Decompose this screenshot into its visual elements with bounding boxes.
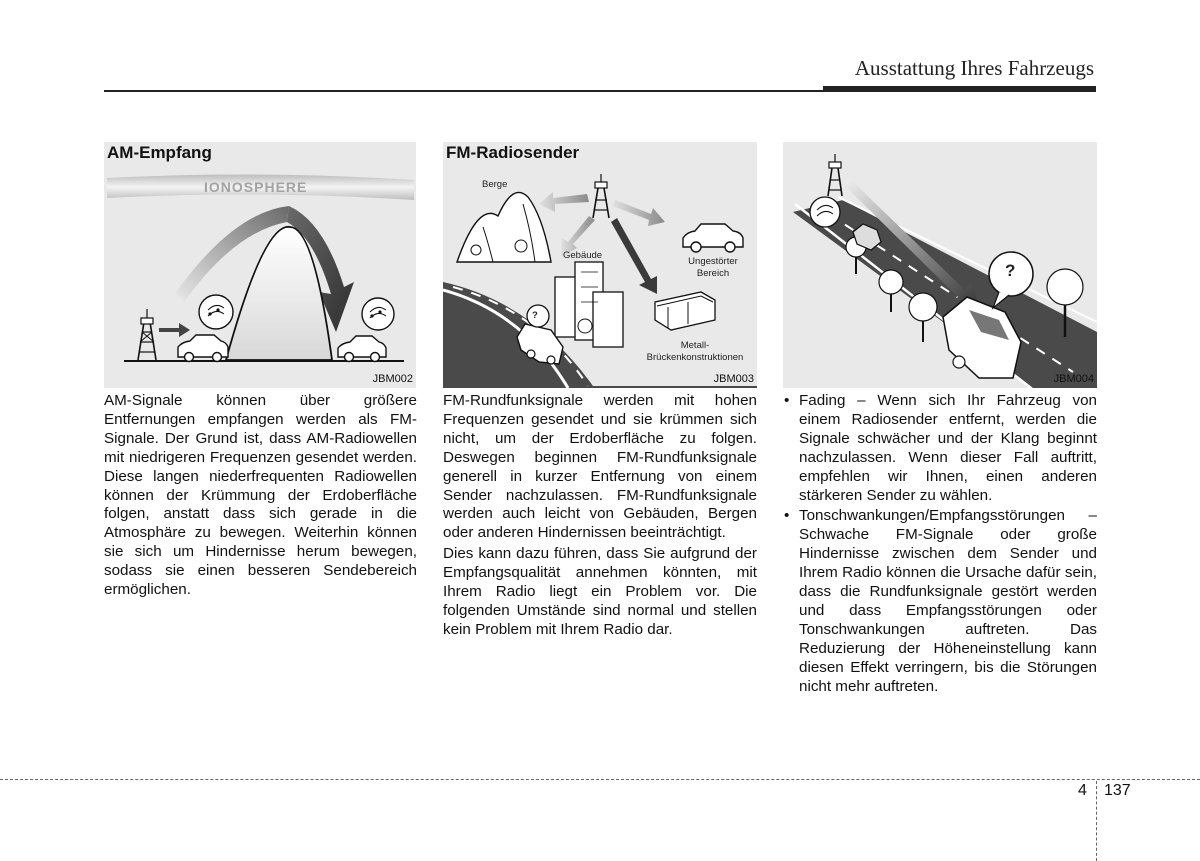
figure-fading — [783, 142, 1097, 388]
car-left-icon — [178, 335, 228, 362]
header-title: Ausstattung Ihres Fahrzeugs — [854, 56, 1094, 80]
figure-am-heading: AM-Empfang — [107, 143, 212, 162]
footer-dashed-divider — [1096, 781, 1097, 861]
header-rule-accent — [823, 86, 1096, 91]
figure-fm-code: JBM003 — [713, 373, 754, 385]
tower-icon — [593, 174, 609, 218]
bullet-icon: • — [784, 507, 790, 525]
mountains-icon — [457, 192, 551, 262]
paragraph: AM-Signale können über größere Entfernungen empfangen werden als FM-Signale. Der Grund ist, dass AM-Radiowellen mit niedrigeren Frequenzen gesendet werden. Diese langen niederfrequenten Radiowellen können der Krümmung der Erdoberfläche folgen, anstatt dass sich gerade in die Atmosphäre zu bewegen. Weiterhin können sie sich um Hindernisse herum bewegen, sodass sie einen besseren Sendebereich ermöglichen. — [104, 392, 417, 599]
radio-tower-icon — [138, 309, 156, 360]
arrow-to-bridge — [611, 218, 657, 294]
figure-fm-transmitter — [443, 142, 757, 388]
question-mark: ? — [1005, 261, 1016, 280]
music-bubble-icon — [810, 197, 840, 227]
tower-icon — [828, 154, 842, 196]
bullet-text: Fading – Wenn sich Ihr Fahrzeug von einem Radiosender entfernt, werden die Signale schwächer und der Klang beginnt nachzulassen. Wenn dieser Fall auftritt, empfehlen wir Ihnen, einen anderen stärkeren Sender zu wählen. — [799, 392, 1097, 504]
car-undisturbed-icon — [683, 224, 743, 252]
figure-fm-heading: FM-Radiosender — [446, 143, 580, 162]
column-fading-text — [783, 392, 1097, 699]
label-metall: Metall- Brückenkonstruktionen — [646, 340, 744, 363]
label-ungestoert: Ungestörter Bereich — [688, 256, 738, 279]
footer-dashed-rule — [0, 779, 1200, 780]
page-number: 137 — [1104, 782, 1131, 799]
figure-fading-code: JBM004 — [1053, 373, 1094, 385]
music-bubble-left-icon — [199, 295, 233, 329]
arrow-right-icon — [159, 323, 190, 337]
figure-am-reception — [104, 142, 416, 388]
figure-am-code: JBM002 — [372, 373, 413, 385]
question-mark-small: ? — [532, 310, 538, 321]
bullet-icon: • — [784, 392, 790, 409]
buildings-icon — [555, 262, 623, 347]
arrow-to-car — [613, 200, 665, 226]
column-fm-text — [443, 392, 757, 642]
arrow-to-mountain — [539, 192, 589, 212]
label-gebaeude: Gebäude — [563, 250, 603, 261]
car-right-icon — [338, 336, 386, 362]
bullet-item-interference — [783, 507, 1097, 696]
chapter-number: 4 — [1078, 782, 1087, 799]
fading-illustration — [783, 142, 1097, 388]
bullet-text: Tonschwankungen/Empfangsstörungen – Schwache FM-Signale oder große Hindernisse zwischen dem Sender und Ihrem Radio können die Ursache dafür sein, dass die Rundfunksignale gestört werden und dass Empfangsstörungen oder Tonschwankungen auftreten. Das Reduzierung der Höheneinstellung kann diesen Effekt verringern, bis die Störungen nicht mehr auftreten. — [799, 507, 1097, 695]
paragraph: Dies kann dazu führen, dass Sie aufgrund der Empfangsqualität annehmen könnten, mit Ihrem Radio liegt ein Problem vor. Die folgenden Umstände sind normal und stellen kein Problem mit Ihrem Radio dar. — [443, 545, 757, 638]
bullet-item-fading — [783, 392, 1097, 505]
paragraph: FM-Rundfunksignale werden mit hohen Frequenzen gesendet und sie krümmen sich nicht, um der Erdoberfläche zu folgen. Deswegen beginnen FM-Rundfunksignale generell in kurzer Entfernung von einem Sender nachzulassen. FM-Rundfunksignale werden auch leicht von Gebäuden, Bergen oder anderen Hindernissen beeinträchtigt. — [443, 392, 757, 542]
bridge-icon — [655, 292, 715, 330]
column-am-text — [104, 392, 417, 602]
music-bubble-right-icon — [362, 298, 394, 330]
ionosphere-label: IONOSPHERE — [204, 179, 308, 195]
label-berge: Berge — [482, 179, 508, 190]
